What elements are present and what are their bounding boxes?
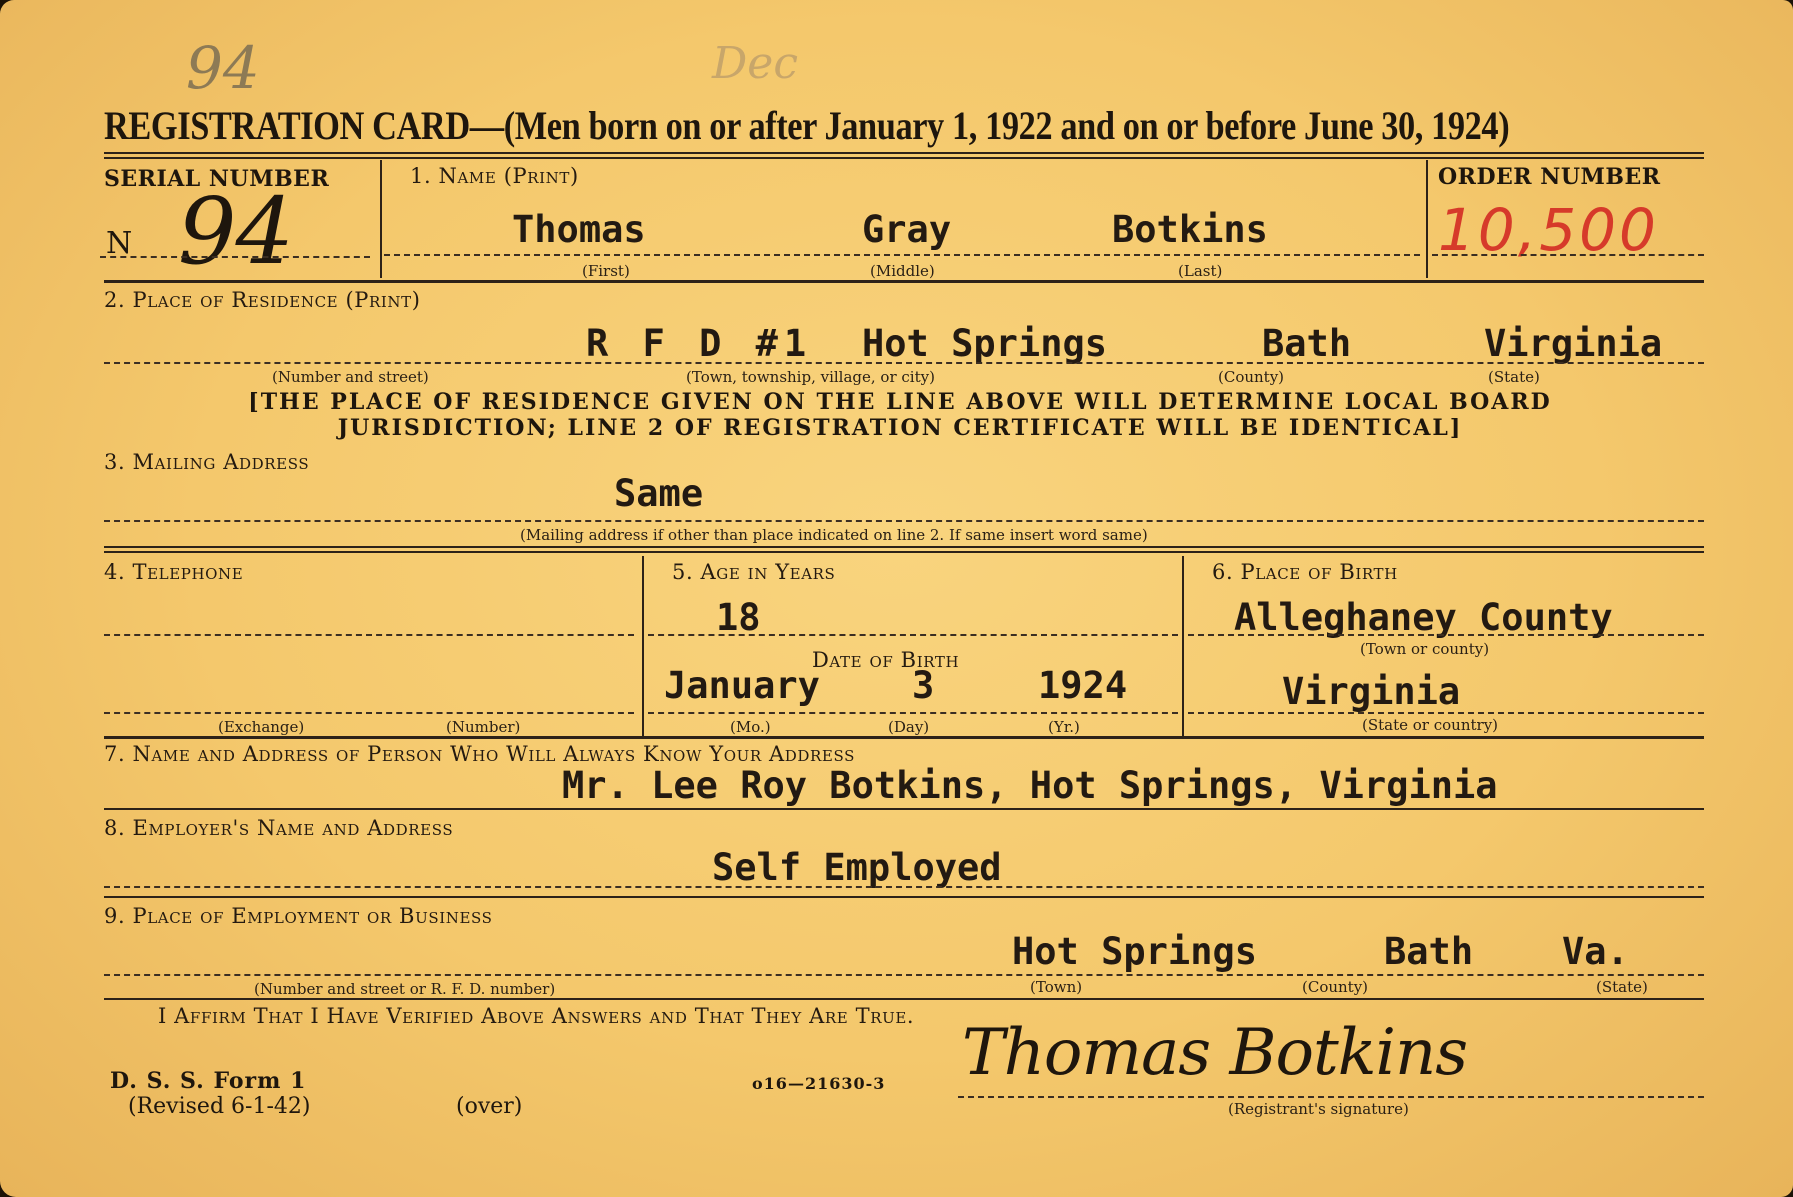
employment-town-caption: (Town) xyxy=(1030,978,1083,996)
employment-state-caption: (State) xyxy=(1596,978,1648,996)
name-label: 1. Name (Print) xyxy=(410,164,579,188)
mailing-caption: (Mailing address if other than place indicated on line 2. If same insert word same) xyxy=(520,526,1148,544)
form-number: D. S. S. Form 1 xyxy=(110,1068,307,1094)
employment-place-label: 9. Place of Employment or Business xyxy=(104,904,493,928)
last-name: Botkins xyxy=(1112,208,1268,251)
county-caption: (County) xyxy=(1218,368,1285,386)
employment-county-caption: (County) xyxy=(1302,978,1369,996)
telephone-label: 4. Telephone xyxy=(104,560,244,584)
middle-name: Gray xyxy=(862,208,952,251)
exchange-caption: (Exchange) xyxy=(218,718,305,736)
number-caption: (Number) xyxy=(446,718,521,736)
age-label: 5. Age in Years xyxy=(672,560,836,584)
top-rule xyxy=(104,152,1704,159)
order-number-value: 10,500 xyxy=(1438,196,1659,264)
contact-person-value: Mr. Lee Roy Botkins, Hot Springs, Virginia xyxy=(562,764,1498,807)
age-value: 18 xyxy=(716,596,761,639)
form-revision: (Revised 6-1-42) xyxy=(128,1094,311,1119)
pencil-note-word: Dec xyxy=(712,38,798,89)
month-caption: (Mo.) xyxy=(730,718,771,736)
print-code: o16—21630-3 xyxy=(752,1074,886,1093)
employment-street-caption: (Number and street or R. F. D. number) xyxy=(254,980,556,998)
employment-town: Hot Springs xyxy=(1012,930,1258,973)
affirmation-text: I Affirm That I Have Verified Above Answers and That They Are True. xyxy=(158,1004,915,1028)
first-caption: (First) xyxy=(582,262,630,280)
employer-value: Self Employed xyxy=(712,846,1002,889)
employer-label: 8. Employer's Name and Address xyxy=(104,816,454,840)
residence-notice-line1: [THE PLACE OF RESIDENCE GIVEN ON THE LINE ABOVE WILL DETERMINE LOCAL BOARD xyxy=(248,389,1552,415)
year-caption: (Yr.) xyxy=(1048,718,1080,736)
town-caption: (Town, township, village, or city) xyxy=(686,368,935,386)
last-caption: (Last) xyxy=(1178,262,1223,280)
birthplace-state-caption: (State or country) xyxy=(1362,716,1499,734)
dob-year: 1924 xyxy=(1038,664,1128,707)
dob-label: Date of Birth xyxy=(812,648,960,672)
first-name: Thomas xyxy=(512,208,646,251)
mailing-value: Same xyxy=(614,472,704,515)
residence-state: Virginia xyxy=(1484,322,1663,365)
middle-caption: (Middle) xyxy=(870,262,935,280)
registrant-signature: Thomas Botkins xyxy=(962,1016,1468,1090)
residence-label: 2. Place of Residence (Print) xyxy=(104,288,421,312)
state-caption: (State) xyxy=(1488,368,1540,386)
serial-number-value: 94 xyxy=(178,178,294,285)
birthplace-town: Alleghaney County xyxy=(1234,596,1613,639)
birthplace-town-caption: (Town or county) xyxy=(1360,640,1490,658)
residence-county: Bath xyxy=(1262,322,1352,365)
pencil-note-number: 94 xyxy=(186,34,260,102)
card-title: REGISTRATION CARD—(Men born on or after January 1, 1922 and on or before June 30, 1924) xyxy=(104,103,1510,148)
order-number-label: ORDER NUMBER xyxy=(1438,164,1661,190)
mailing-label: 3. Mailing Address xyxy=(104,450,310,474)
dob-month: January xyxy=(664,664,820,707)
dob-day: 3 xyxy=(912,664,935,707)
day-caption: (Day) xyxy=(888,718,930,736)
residence-rfd: R F D #1 xyxy=(586,322,813,365)
residence-town: Hot Springs xyxy=(862,322,1108,365)
over-note: (over) xyxy=(456,1094,523,1119)
serial-number-label: SERIAL NUMBER xyxy=(104,166,330,192)
birthplace-label: 6. Place of Birth xyxy=(1212,560,1398,584)
birthplace-state: Virginia xyxy=(1282,670,1461,713)
serial-prefix: N xyxy=(106,226,133,261)
employment-state: Va. xyxy=(1562,930,1629,973)
employment-county: Bath xyxy=(1384,930,1474,973)
signature-caption: (Registrant's signature) xyxy=(1228,1100,1409,1118)
residence-notice-line2: JURISDICTION; LINE 2 OF REGISTRATION CERTIFICATE WILL BE IDENTICAL] xyxy=(337,415,1463,441)
street-caption: (Number and street) xyxy=(272,368,429,386)
contact-person-label: 7. Name and Address of Person Who Will Always Know Your Address xyxy=(104,742,855,766)
